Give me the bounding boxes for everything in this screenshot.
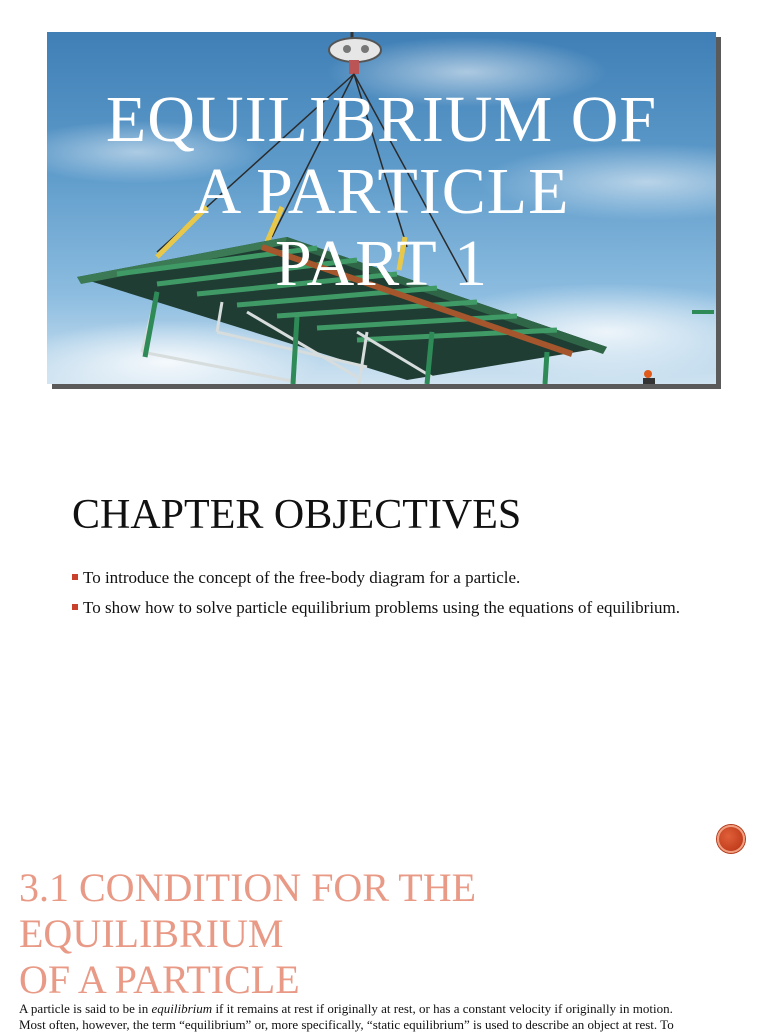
title-line: A PARTICLE bbox=[193, 155, 570, 228]
section-title bbox=[19, 865, 476, 1003]
list-item bbox=[72, 598, 692, 618]
objectives-heading: CHAPTER OBJECTIVES bbox=[72, 492, 522, 538]
section-title-line: EQUILIBRIUM bbox=[19, 911, 284, 956]
title-banner bbox=[47, 32, 716, 384]
bullet-square-icon bbox=[72, 604, 78, 610]
objectives-list bbox=[72, 568, 692, 628]
presentation-title bbox=[47, 84, 716, 300]
body-text: if it remains at rest if originally at rest, or has a constant velocity if originally in motion. bbox=[212, 1001, 673, 1016]
bullet-text: To introduce the concept of the free-body diagram for a particle. bbox=[83, 568, 521, 587]
body-text: A particle is said to be in bbox=[19, 1001, 152, 1016]
section-title-line: 3.1 CONDITION FOR THE bbox=[19, 865, 477, 910]
title-line: EQUILIBRIUM OF bbox=[105, 83, 658, 156]
decorative-orb-icon bbox=[717, 825, 745, 853]
title-line: PART 1 bbox=[275, 227, 488, 300]
crane-hook-icon bbox=[329, 32, 381, 74]
bullet-text: To show how to solve particle equilibrium problems using the equations of equilibrium. bbox=[83, 598, 681, 617]
body-paragraph bbox=[19, 1001, 759, 1017]
body-paragraph-line2: Most often, however, the term “equilibrium” or, more specifically, “static equilibrium” is used to describe an object at rest. To bbox=[19, 1017, 674, 1032]
list-item bbox=[72, 568, 692, 588]
section-title-line: OF A PARTICLE bbox=[19, 957, 300, 1002]
body-emphasis: equilibrium bbox=[151, 1001, 213, 1016]
bullet-square-icon bbox=[72, 574, 78, 580]
